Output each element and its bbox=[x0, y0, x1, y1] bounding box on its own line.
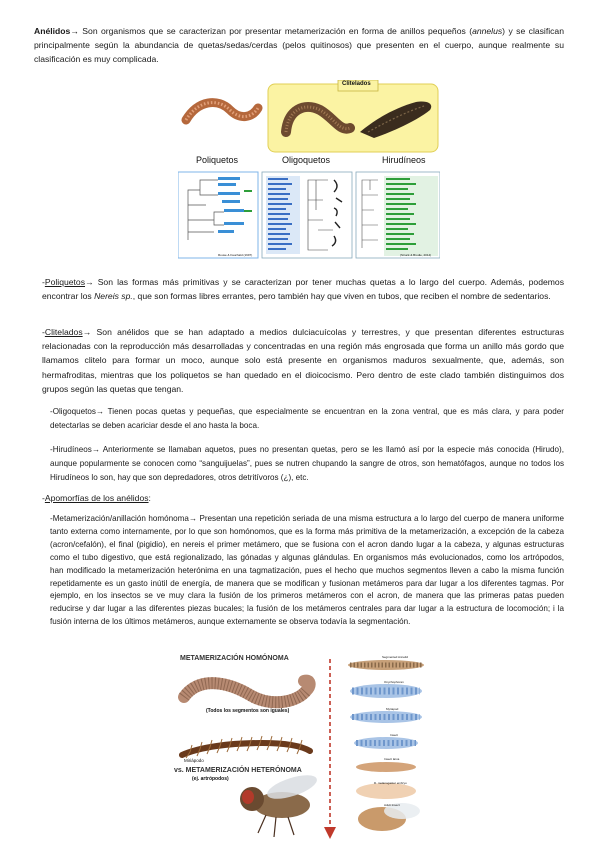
credit-right: (Struck & Brodie, 2014) bbox=[400, 253, 432, 257]
apomorfias-heading: -Apomorfías de los anélidos: bbox=[42, 493, 151, 503]
oligoquetos-paragraph bbox=[50, 405, 564, 433]
poliquetos-term: Poliquetos bbox=[44, 277, 86, 287]
hirudineos-text: Anteriormente se llamaban aquetos, pues no presentan quetas, pero se les llamó así por la especie más conocida (Hirudo), aunque popularmente se conocen como “sanguijuelas”, pues se nutren chupando la sangre de otros, son hematófagos, aunque no todos los Hirudíneos lo son, hay que son depredadores, otros detritívoros (¿), etc. bbox=[50, 445, 564, 483]
intro-text-2: ) y se clasifican principalmente según la abundancia de quetas/sedas/cerdas (pelos quitinosos) que presenten en el cuerpo, aunque realmente su clasificación es muy complicada. bbox=[34, 26, 564, 65]
label-oligoquetos: Oligoquetos bbox=[282, 155, 331, 165]
poliquetos-paragraph: -Poliquetos→ Son las formas más primitivas y se caracterizan por tener muchas quetas a lo largo del cuerpo. Además, podemos encontrar los Nereis sp., que son formas libres errantes, pero también hay que viven en tubos, que reciben el nombre de sedentarios. bbox=[42, 277, 564, 302]
apomorfias-colon: : bbox=[148, 493, 151, 503]
intro-paragraph bbox=[34, 24, 564, 67]
clitelados-paragraph: -Clitelados→ Son anélidos que se han adaptado a medios dulciacuícolas y terrestres, y que presentan diferentes estructuras relacionadas con la reproducción más desarrolladas y concentradas en una región más engrosada que forma un anillo más gordo que llamamos clitelo para formar un moco, aunque solo está presente en organismos maduros sexualmente, que, además, son hermafroditas, mientras que los poliquetos se han quedado en el dioicocismo. Pero dentro de este clado también distinguimos dos grupos según las quetas que tengan. bbox=[42, 327, 564, 394]
title-homonoma: METAMERIZACIÓN HOMÓNOMA bbox=[180, 655, 289, 662]
annelid-classification-figure bbox=[178, 80, 440, 260]
label-clitelados: Clitelados bbox=[342, 81, 371, 87]
caption-heteronoma: (ej. artrópodos) bbox=[192, 776, 229, 782]
clitelados-text: Son anélidos que se han adaptado a medios dulciacuícolas y terrestres, y que presentan diferentes estructuras relacionadas con la reproducción más desarrolladas y concentradas en una región más engrosada que forma un anillo más gordo que llamamos clitelo para formar un moco, aunque solo está presente en organismos maduros sexualmente, que, además, son hermafroditas, mientras que los poliquetos se han quedado en el dioicocismo. Pero dentro de este clado también distinguimos dos grupos según las quetas que tengan. bbox=[42, 327, 564, 394]
poliquetos-text-2: , que son formas libres errantes, pero también hay que viven en tubos, que reciben el nombre de sedentarios. bbox=[132, 291, 551, 302]
credit-left: Rouse & Fauchald (1997) bbox=[218, 253, 253, 257]
caption-homonoma: (Todos los segmentos son iguales) bbox=[206, 708, 290, 714]
label-onychophoran: Onychophoran bbox=[384, 680, 404, 684]
intro-term: Anélidos bbox=[34, 26, 71, 36]
intro-text: Son organismos que se caracterizan por presentar metamerización en forma de anillos pequeños ( bbox=[78, 26, 473, 36]
hirudineos-paragraph bbox=[50, 443, 564, 486]
arrow-icon: → bbox=[82, 327, 92, 337]
metamerization-figure bbox=[170, 655, 438, 841]
intro-latin: annelus bbox=[472, 26, 503, 36]
poliquetos-latin: Nereis sp. bbox=[94, 291, 133, 302]
apomorfias-term: Apomorfías de los anélidos bbox=[44, 493, 149, 503]
arrow-icon: → bbox=[188, 514, 197, 523]
oligoquetos-text: Tienen pocas quetas y pequeñas, que especialmente se encuentran en la zona ventral, que es más clara, y para poder detectarlas se deben acariciar desde el ano hasta la boca. bbox=[50, 407, 564, 431]
label-hirudineos: Hirudíneos bbox=[382, 155, 426, 165]
metamerizacion-term: -Metamerización/anillación homónoma bbox=[50, 514, 189, 523]
label-myriapod: Myriapod bbox=[386, 707, 399, 711]
hirudineos-term: -Hirudíneos bbox=[50, 445, 92, 454]
arrow-icon: → bbox=[95, 407, 104, 416]
metamerizacion-paragraph bbox=[50, 513, 564, 629]
poliquetos-text: Son las formas más primitivas y se caracterizan por tener muchas quetas a lo largo del cuerpo. Además, podemos encontrar los bbox=[42, 277, 564, 302]
label-insect: Insect bbox=[390, 733, 399, 737]
title-heteronoma: vs. METAMERIZACIÓN HETERÓNOMA bbox=[174, 767, 302, 774]
annelid-classification-image bbox=[178, 80, 440, 260]
label-segmented-annelid: Segmented Annelid bbox=[382, 655, 409, 659]
label-drosophila: D. melanogaster embryo bbox=[374, 781, 407, 785]
arrow-icon: → bbox=[85, 277, 94, 287]
label-poliquetos: Poliquetos bbox=[196, 155, 239, 165]
label-adult-insect: Adult Insect bbox=[384, 803, 400, 807]
arrow-icon: → bbox=[70, 26, 79, 36]
label-miriapodo: Miriápodo bbox=[184, 758, 204, 763]
metamerizacion-text: Presentan una repetición seriada de una misma estructura a lo largo del cuerpo de manera uniforme tanto externa como internamente, por lo que son homónomos, que es la forma más primitiva de la metamerización, a excepción de la cabeza (acron/cefalón), el final (pigidio), en nereis el primer metámero, que se fusiona con el acron dando lugar a la cabeza, y algunas estructuras como el tubo digestivo, que está regionalizado, las gónadas y algunas glándulas. En organismos más evolucionados, como los artrópodos, han modificado la metamerización heterónima en una tagmatización, pues el hecho que muchos segmentos lleven a cabo la misma función repetidamente es un gasto inútil de energía, de manera que se modifican y fusionan metámeros para dar lugar a los diferentes tagmas. Por ejemplo, en los insectos se ve muy clara la fusión de los primeros metámeros con el acron, de manera que las primeras patas pueden reducirse y dar lugar a las diferentes piezas bucales; la fusión de los metámeros centrales para dar lugar a la estructura de locomoción; i la fusión interna de los últimos metámeros, aunque externamente se observa todavía la segmentación. bbox=[50, 514, 564, 627]
arrow-icon: → bbox=[91, 445, 100, 454]
oligoquetos-term: -Oligoquetos bbox=[50, 407, 96, 416]
clitelados-term: Clitelados bbox=[44, 327, 83, 337]
label-insect-larva: Insect larva bbox=[384, 757, 400, 761]
